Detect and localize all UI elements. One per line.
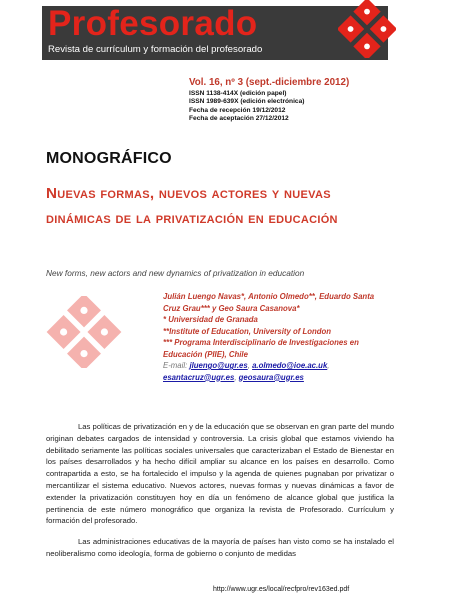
issn-electronic: ISSN 1989-639X (edición electrónica) bbox=[189, 98, 305, 106]
email-row-1 bbox=[163, 360, 403, 372]
affiliation-4: Educación (PIIE), Chile bbox=[163, 349, 248, 359]
email-row-2 bbox=[163, 372, 403, 384]
volume-info: Vol. 16, nº 3 (sept.-diciembre 2012) bbox=[189, 77, 350, 88]
email-separator: , bbox=[234, 372, 239, 382]
email-link-santacruz[interactable]: esantacruz@ugr.es bbox=[163, 372, 235, 382]
affiliation-3: *** Programa Interdisciplinario de Investigaciones en bbox=[163, 338, 359, 347]
email-separator: , bbox=[327, 361, 330, 370]
acceptance-date: Fecha de aceptación 27/12/2012 bbox=[189, 115, 289, 123]
affiliation-2: **Institute of Education, University of London bbox=[163, 326, 332, 336]
email-link-saura[interactable]: geosaura@ugr.es bbox=[238, 372, 304, 382]
journal-header bbox=[42, 6, 388, 60]
email-link-luengo[interactable]: jluengo@ugr.es bbox=[189, 361, 248, 370]
authors-block bbox=[163, 291, 403, 383]
issn-print: ISSN 1138-414X (edición papel) bbox=[189, 90, 287, 97]
body-paragraph-1: Las políticas de privatización en y de la educación que se observan en gran parte del mundo originan debates cargados de intensidad y controversia. La crisis global que estamos viviendo ha debilitado seriamente las políticas sociales universales que caracterizaban el Estado de Bienestar en los países desarrollados y ha hecho difícil ampliar su alcance en los países en desarrollo. Como contrapartida a esto, se ha fortalecido el impulso y la agenda de quienes pugnaban por privatizar o mercantilizar el sistema educativo. Nuevos actores, nuevas formas y nuevas dinámicas a favor de extender la privatización constituyen hoy en día un fenómeno de alcance global que justifica la pertinencia de este número monográfico que organiza la revista de Profesorado. Currículum y formación del profesorado. bbox=[46, 422, 394, 526]
article-title: Nuevas formas, nuevos actores y nuevas dinámicas de la privatización en educación bbox=[46, 185, 338, 227]
watermark-logo-icon bbox=[46, 296, 122, 368]
journal-subtitle: Revista de currículum y formación del profesorado bbox=[48, 44, 263, 55]
english-title: New forms, new actors and new dynamics of privatization in education bbox=[46, 268, 305, 278]
journal-logo-icon bbox=[338, 0, 396, 58]
author-names-line-1: Julián Luengo Navas*, Antonio Olmedo**, Eduardo Santa bbox=[163, 292, 375, 301]
body-paragraph-2: Las administraciones educativas de la mayoría de países han visto como se ha instalado el neoliberalismo como ideología, forma de gobierno o conjunto de medidas bbox=[46, 537, 394, 558]
journal-name: Profesorado bbox=[48, 4, 258, 43]
author-names-line-2: Cruz Grau*** y Geo Saura Casanova* bbox=[163, 303, 300, 313]
email-separator: , bbox=[247, 361, 253, 370]
affiliation-1: * Universidad de Granada bbox=[163, 315, 258, 324]
email-link-olmedo[interactable]: a.olmedo@ioe.ac.uk bbox=[252, 361, 328, 370]
article-body bbox=[46, 421, 394, 569]
section-heading: MONOGRÁFICO bbox=[46, 150, 172, 167]
reception-date: Fecha de recepción 19/12/2012 bbox=[189, 106, 286, 114]
publication-meta bbox=[189, 77, 349, 124]
footer-url[interactable]: http://www.ugr.es/local/recfpro/rev163ed.pdf bbox=[213, 586, 350, 593]
email-label: E-mail: bbox=[163, 361, 190, 370]
